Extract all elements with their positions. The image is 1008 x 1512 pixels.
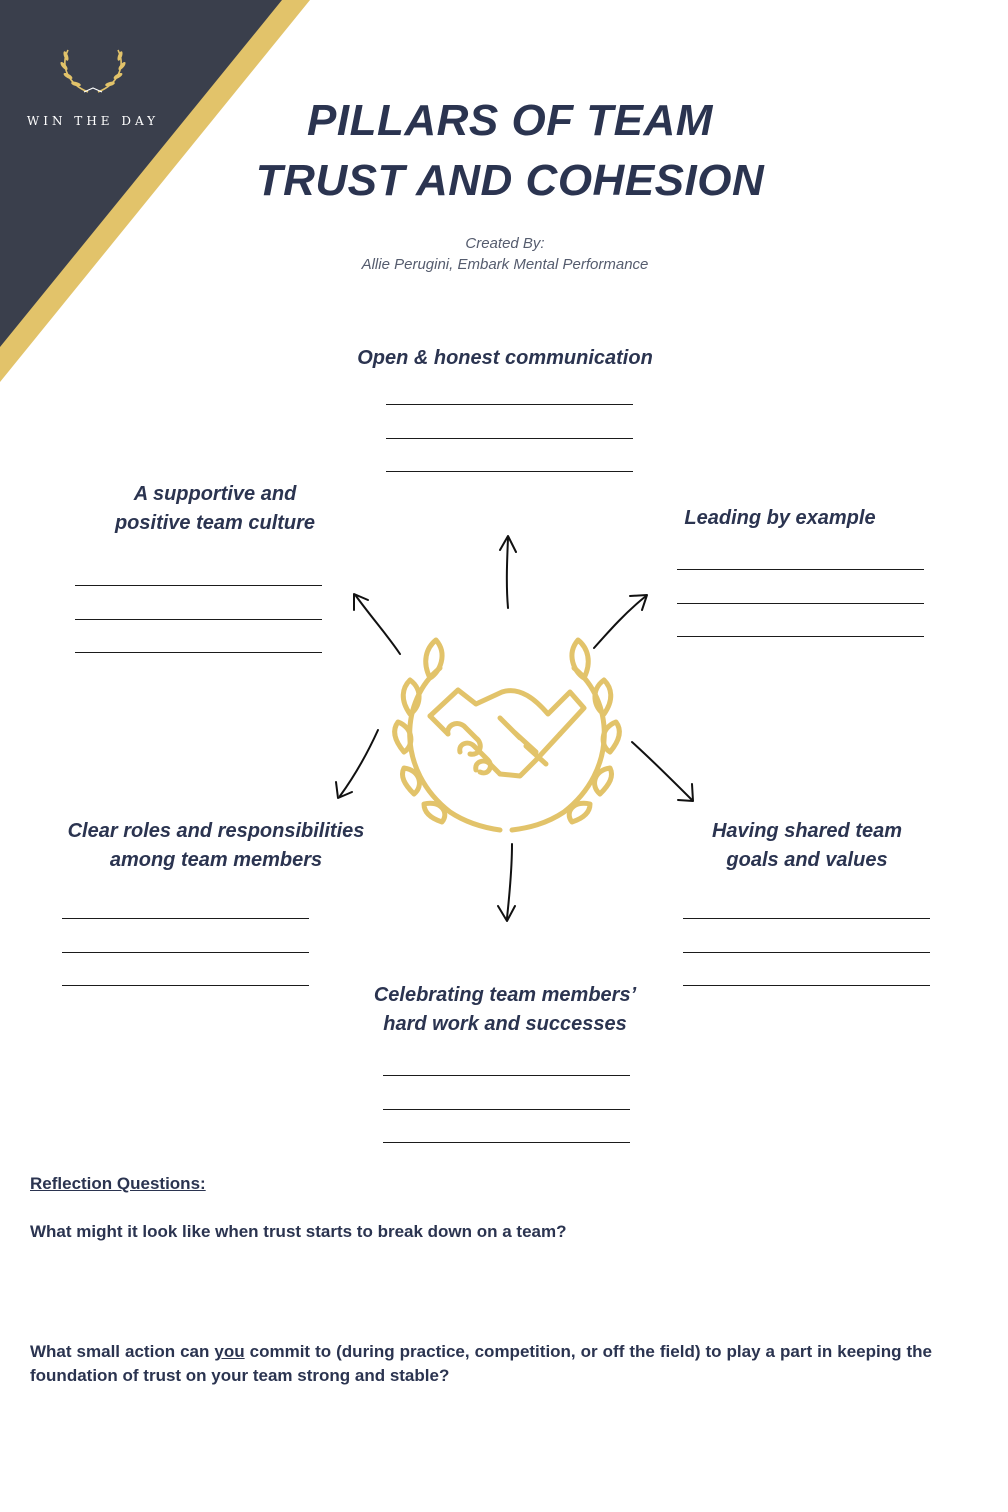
pillar-lower-left-line1: Clear roles and responsibilities [67,820,365,842]
answer-line[interactable] [683,952,930,953]
reflection-question-2-start: What small action can [30,1342,215,1361]
pillar-upper-left-line2: positive team culture [114,512,316,534]
answer-line[interactable] [683,918,930,919]
page-title-line2: TRUST AND COHESION [255,156,765,205]
page-title-line1: PILLARS OF TEAM [307,96,713,145]
credit-author: Allie Perugini, Embark Mental Performance [361,256,649,273]
pillar-lower-left-line2: among team members [109,849,323,871]
pillar-lower-right-line1: Having shared team [711,820,903,842]
pillar-bottom [320,981,690,1039]
brand-name: WIN THE DAY [26,114,160,128]
answer-line[interactable] [683,985,930,986]
answer-line[interactable] [383,1075,630,1076]
answer-line[interactable] [383,1109,630,1110]
credit-label: Created By: [465,235,545,252]
pillar-upper-left-line1: A supportive and [133,483,297,505]
reflection-question-2 [30,1340,932,1388]
pillar-lower-right-line2: goals and values [726,849,888,871]
answer-line[interactable] [62,985,309,986]
pillar-upper-right-label: Leading by example [684,507,876,529]
pillar-bottom-line1: Celebrating team members’ [373,984,637,1006]
answer-line[interactable] [383,1142,630,1143]
reflection-question-2-emphasis: you [214,1342,245,1361]
answer-line[interactable] [62,952,309,953]
pillar-top-label: Open & honest communication [357,347,653,369]
pillar-lower-right [672,817,942,875]
pillar-lower-left [30,817,402,875]
reflection-question-2-end: commit to (during practice, competition, or off the field) to play a part in keeping the foundation of trust on your team strong and stable? [30,1342,932,1385]
reflection-question-1: What might it look like when trust starts to break down on a team? [30,1222,567,1241]
reflection-heading: Reflection Questions: [30,1174,206,1193]
handshake-laurel-icon [395,640,620,830]
pillar-bottom-line2: hard work and successes [383,1013,627,1035]
answer-line[interactable] [62,918,309,919]
